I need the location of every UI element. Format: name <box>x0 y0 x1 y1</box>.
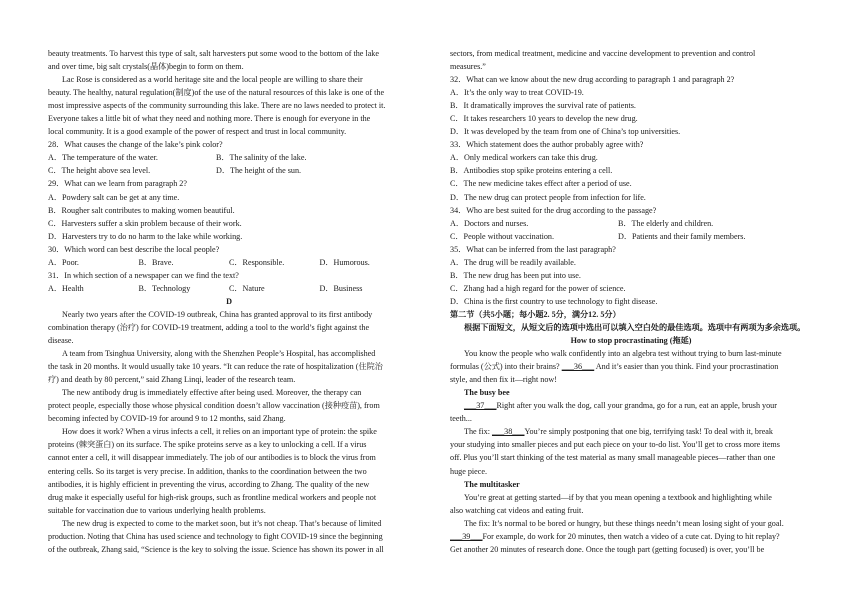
heading-multitasker: The multitasker <box>464 479 520 489</box>
paragraph-line: How does it work? When a virus infects a cell, it relies on an important type of protein: the spike <box>62 427 377 437</box>
question-34-options-row <box>450 230 812 243</box>
paragraph-line: your studying into smaller pieces and put each piece on your to-do list. You’ll get to cross more items <box>450 440 780 450</box>
paragraph-line: The new antibody drug is immediately effective after being used. Moreover, the therapy can <box>62 388 362 398</box>
paragraph-line: disease. <box>48 336 74 346</box>
paragraph-line: combination therapy (治疗) for COVID-19 treatment, adding a tool to the world’s fight against the <box>48 322 370 332</box>
paragraph-line: becoming infected by COVID-19 for around 9 to 12 months, said Zhang. <box>48 414 286 424</box>
paragraph-line: The new drug is expected to come to the market soon, but it’s not cheap. That’s because of limited <box>62 518 382 528</box>
paragraph-line: A team from Tsinghua University, along with the Shenzhen People’s Hospital, has accomplished <box>62 349 376 359</box>
paragraph-line: proteins (棘突蛋白) on its surface. The spike proteins serve as a key to unlocking a cell. If a virus <box>48 440 367 450</box>
option-c: C．The height above sea level. <box>48 166 151 176</box>
option-d: D．China is the first country to use technology to fight disease. <box>450 296 658 306</box>
paragraph-line: suitable for vaccination due to various underlying health problems. <box>48 505 266 515</box>
paragraph-line: of the outbreak, Zhang said, “Science is the key to solving the issue. Science has shown its power in all <box>48 544 384 554</box>
text-run: And it’s easier than you think. Find your procrastination <box>594 362 779 372</box>
blank-37[interactable]: ___37___ <box>464 401 497 411</box>
option-b: B．Rougher salt contributes to making women beautiful. <box>48 205 235 215</box>
paragraph-line: cannot enter a cell, it will disappear immediately. The job of our antibodies is to block the virus from <box>48 453 376 463</box>
option-b: B．Antibodies stop spike proteins entering a cell. <box>450 166 613 176</box>
question-28-stem: 28．What causes the change of the lake’s pink color? <box>48 140 223 150</box>
question-35-stem: 35．What can be inferred from the last paragraph? <box>450 244 616 254</box>
option-d: D．Humorous. <box>319 257 370 267</box>
option-d: D．The new drug can protect people from infection for life. <box>450 192 646 202</box>
section-2-header: 第二节（共5小题；每小题2. 5分，满分12. 5分） <box>450 309 621 319</box>
option-a: A．Only medical workers can take this drug. <box>450 153 598 163</box>
question-32-stem: 32．What can we know about the new drug according to paragraph 1 and paragraph 2? <box>450 75 735 85</box>
paragraph-line: beauty. The healthy, natural regulation(制度)of the use of the natural resources of this lake is one of the <box>48 88 385 98</box>
paragraph-line: huge piece. <box>450 466 487 476</box>
option-d: D．It was developed by the team from one of China’s top universities. <box>450 127 681 137</box>
option-a: A．The drug will be readily available. <box>450 257 576 267</box>
text-run: The fix: <box>464 427 492 437</box>
text-run: formulas (公式) into their brains? <box>450 362 562 372</box>
option-a: A．Powdery salt can be get at any time. <box>48 192 180 202</box>
paragraph-line: production. Noting that China has used science and technology to fight COVID-19 since the beginning <box>48 531 383 541</box>
option-d: D．The height of the sun. <box>216 166 302 176</box>
paragraph-line: local community. It is a good example of the power of respect and trust in local community. <box>48 127 347 137</box>
paragraph-line: sectors, from medical treatment, medicine and vaccine development to prevention and control <box>450 49 756 58</box>
question-33-stem: 33．Which statement does the author probably agree with? <box>450 140 644 150</box>
option-c: C．People without vaccination. <box>450 231 555 241</box>
question-28-options-row <box>48 151 410 164</box>
paragraph-line: Everyone takes a little bit of what they need and nothing more. There is enough for everyone in the <box>48 114 371 124</box>
heading-busy-bee: The busy bee <box>464 388 510 398</box>
option-a: A．It’s the only way to treat COVID-19. <box>450 88 584 98</box>
paragraph-line: Get another 20 minutes of research done. Once the tough part (getting focused) is over, you’ll be <box>450 544 765 554</box>
paragraph-line: Nearly two years after the COVID-19 outbreak, China has granted approval to its first antibody <box>62 309 373 319</box>
paragraph-line: also watching cat videos and eating fruit. <box>450 505 584 515</box>
option-c: C．It takes researchers 10 years to develop the new drug. <box>450 114 638 124</box>
question-29-stem: 29．What can we learn from paragraph 2? <box>48 179 187 189</box>
paragraph-line <box>450 530 812 543</box>
option-a: A．Doctors and nurses. <box>450 218 529 228</box>
question-34-stem: 34．Who are best suited for the drug according to the passage? <box>450 205 657 215</box>
paragraph-line: 疗) and death by 80 percent,” said Zhang Linqi, leader of the research team. <box>48 375 296 385</box>
option-c: C．Responsible. <box>229 257 285 267</box>
paragraph-line: and over time, big salt crystals(晶体)begin to form on them. <box>48 62 244 72</box>
option-b: B．Brave. <box>138 257 174 267</box>
paragraph-line: measures.” <box>450 62 486 72</box>
text-run: You’re simply postponing that one big, terrifying task! To deal with it, break <box>524 427 773 437</box>
option-d: D．Business <box>319 283 363 293</box>
paragraph-line: You know the people who walk confidently into an algebra test without trying to burn last-minute <box>464 349 782 359</box>
paragraph-line: Lac Rose is considered as a world heritage site and the local people are willing to share their <box>62 75 363 85</box>
question-34-options-row <box>450 217 812 230</box>
paragraph-line: You’re great at getting started—if by that you mean opening a textbook and highlighting while <box>464 492 772 502</box>
section-d-heading: D <box>226 296 232 306</box>
paragraph-line: beauty treatments. To harvest this type of salt, salt harvesters put some wood to the bottom of the lake <box>48 49 379 58</box>
blank-36[interactable]: ___36___ <box>561 362 595 372</box>
paragraph-line: the task in 20 months. It would usually take 10 years. “It can reduce the rate of hospitalization (住院治 <box>48 362 383 372</box>
option-d: D．Harvesters try to do no harm to the lake while working. <box>48 231 243 241</box>
blank-39[interactable]: ___39___ <box>450 531 483 541</box>
left-column <box>48 47 410 556</box>
text-run: Right after you walk the dog, call your grandma, go for a run, eat an apple, brush your <box>496 401 777 411</box>
question-30-stem: 30．Which word can best describe the local people? <box>48 244 220 254</box>
option-c: C．Harvesters suffer a skin problem because of their work. <box>48 218 242 228</box>
paragraph-line: style, and then fix it—right now! <box>450 375 557 385</box>
paragraph-line: The fix: It’s normal to be bored or hungry, but these things needn’t mean losing sight of your goal. <box>464 518 784 528</box>
option-c: C．Nature <box>229 283 265 293</box>
paragraph-line <box>450 399 812 412</box>
option-d: D．Patients and their family members. <box>618 231 746 241</box>
paragraph-line: protect people, especially those whose physical condition doesn’t allow vaccination (接种疫苗), from <box>48 401 380 411</box>
section-2-instruction: 根据下面短文，从短文后的选项中选出可以填入空白处的最佳选项。选项中有两项为多余选项。 <box>464 322 806 332</box>
right-column <box>450 47 812 556</box>
paragraph-line: most impressive aspects of the community surrounding this lake. There are no laws needed to protect it. <box>48 101 386 111</box>
passage-title: How to stop procrastinating (拖延) <box>570 336 692 346</box>
paragraph-line: drug make it especially useful for high-risk groups, such as frontline medical workers and people not <box>48 492 377 502</box>
question-30-options-row <box>48 256 410 269</box>
option-b: B．The new drug has been put into use. <box>450 270 581 280</box>
paragraph-line: teeth... <box>450 414 472 424</box>
paragraph-line <box>450 425 812 438</box>
option-b: B．The salinity of the lake. <box>216 153 307 163</box>
question-31-stem: 31．In which section of a newspaper can we find the text? <box>48 270 239 280</box>
paragraph-line: entering cells. So its target is very precise. In addition, thanks to the coordination between the two <box>48 466 367 476</box>
option-a: A．The temperature of the water. <box>48 153 158 163</box>
blank-38[interactable]: ___38___ <box>491 427 525 437</box>
option-c: C．Zhang had a high regard for the power of science. <box>450 283 626 293</box>
question-28-options-row <box>48 164 410 177</box>
option-c: C．The new medicine takes effect after a period of use. <box>450 179 632 189</box>
paragraph-line: antibodies, it is highly efficient in preventing the virus, according to Zhang. The quality of the new <box>48 479 370 489</box>
option-b: B．The elderly and children. <box>618 218 714 228</box>
text-run: For example, do work for 20 minutes, then watch a video of a cute cat. Dying to hit replay? <box>482 531 780 541</box>
option-b: B．Technology <box>138 283 191 293</box>
option-b: B．It dramatically improves the survival rate of patients. <box>450 101 636 111</box>
question-31-options-row <box>48 282 410 295</box>
option-a: A．Health <box>48 283 84 293</box>
option-a: A．Poor. <box>48 257 79 267</box>
paragraph-line: off. Plus you’ll start thinking of the test material as many small manageable pieces—rather than one <box>450 453 776 463</box>
paragraph-line <box>450 360 812 373</box>
